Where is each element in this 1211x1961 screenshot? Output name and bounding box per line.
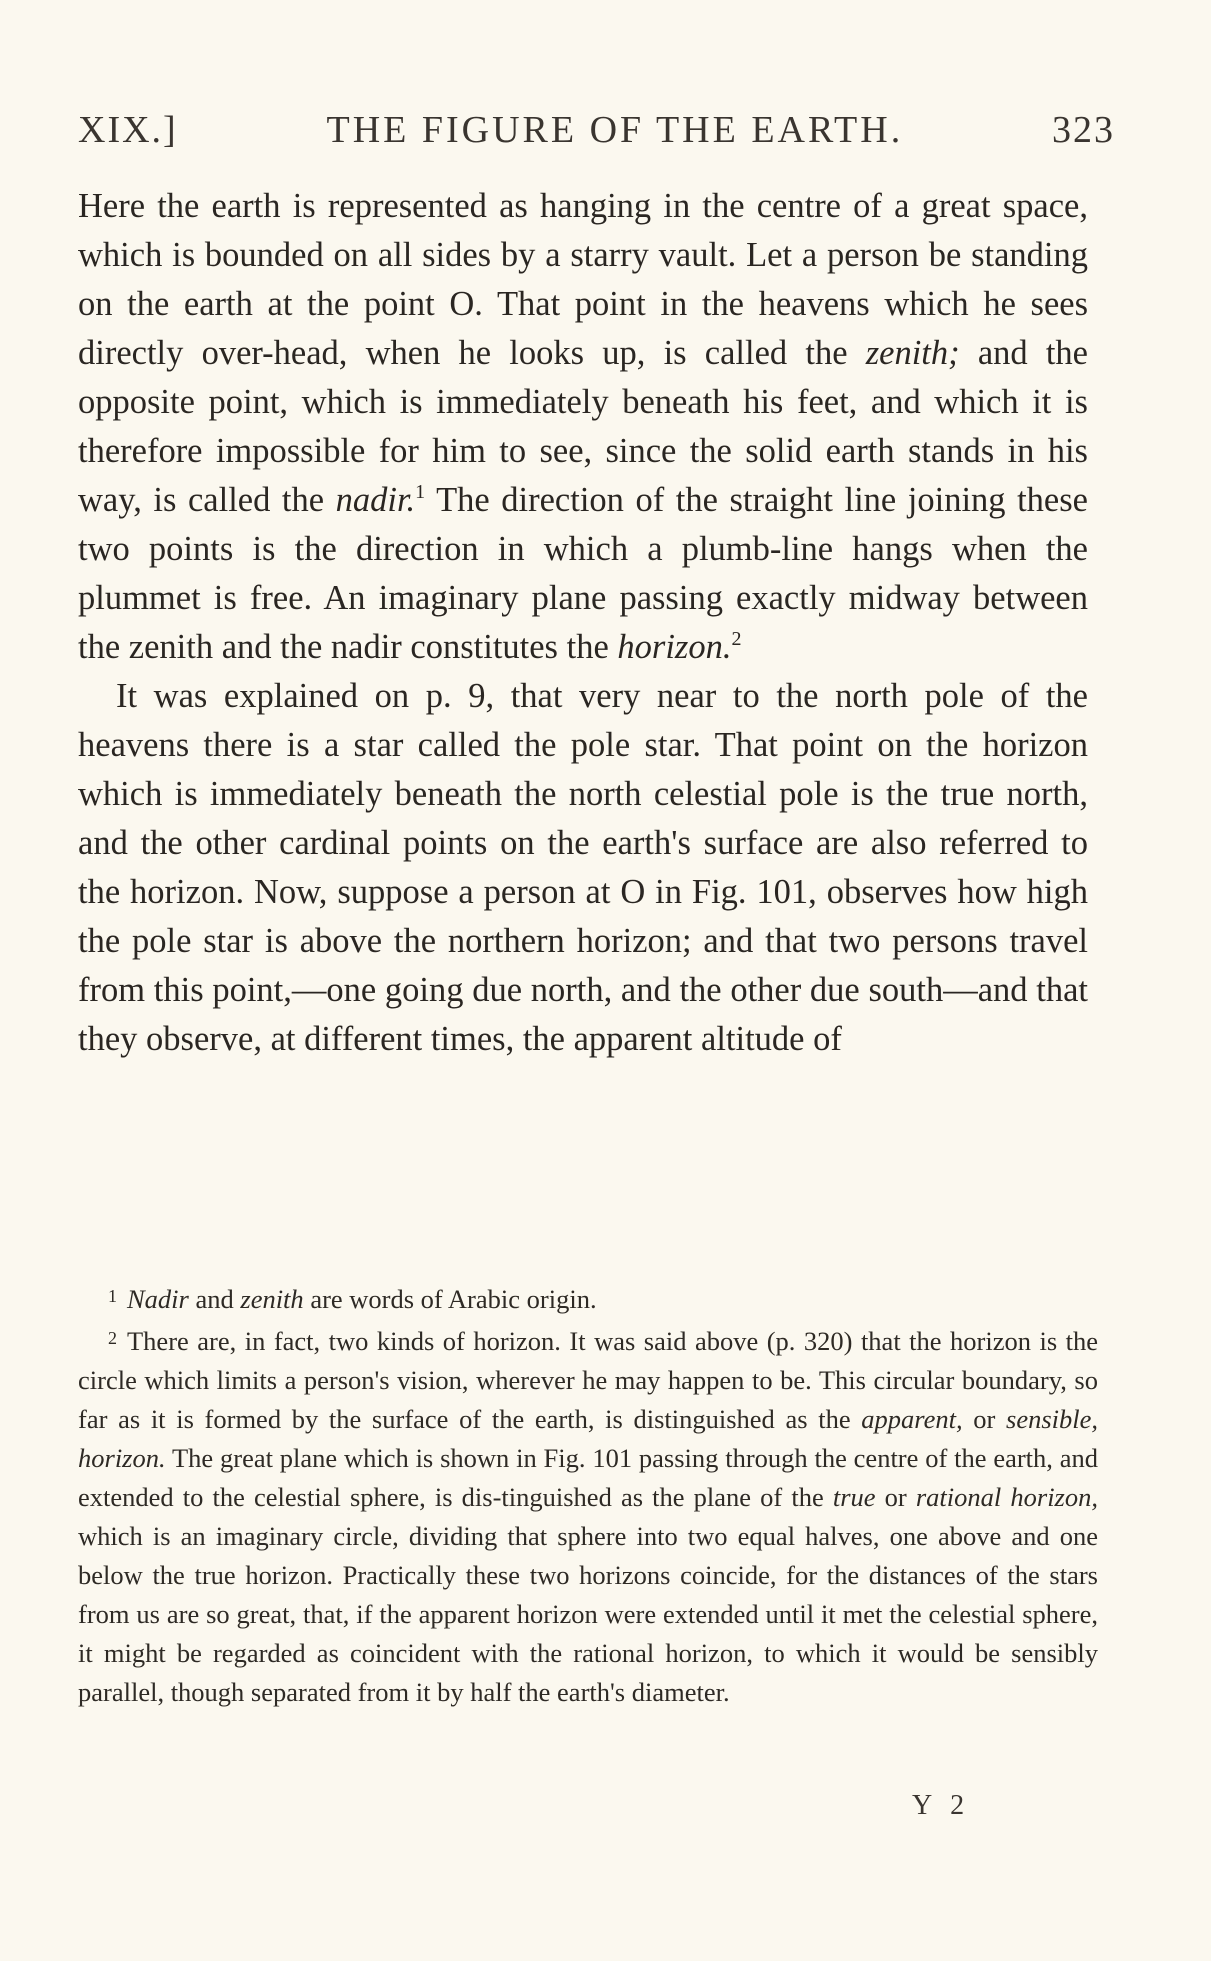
p1-text-b: and the opposite point, which is immediately beneath his feet, and which it is therefore impossible for him to see, since the solid earth stands in his way, is called the [78,334,1088,519]
footnote-ref-2: 2 [731,628,742,650]
fn2-term-rational: rational horizon, [915,1482,1098,1512]
p1-text-a: Here the earth is represented as hanging in the centre of a great space, which is bounded on all sides by a starry vault. Let a person be standing on the earth at the point O. That point in the heavens which he sees directly over-head, when he looks up, is called the [78,187,1088,372]
paragraph-1 [78,182,1088,672]
fn1-and: and [188,1284,241,1314]
fn2-or-1: or [962,1404,1006,1434]
page-number: 323 [1052,109,1115,151]
page-title: THE FIGURE OF THE EARTH. [326,109,904,151]
fn2-text-b: The great plane which is shown in Fig. 101 passing through the centre of the earth, and extended to the celestial sphere, is dis-tinguished as the plane of the [78,1443,1098,1512]
running-head [78,108,1115,158]
footnote-2 [78,1319,1098,1712]
fn2-text-c: which is an imaginary circle, dividing that sphere into two equal halves, one above and one below the true horizon. Practically these two horizons coincide, for the distances of the stars from us are so great, that, if the apparent horizon were extended until it met the celestial sphere, it might be regarded as coincident with the rational horizon, to which it would be sensibly parallel, though separated from it by half the earth's diameter. [78,1521,1098,1707]
fn2-text-a: There are, in fact, two kinds of horizon. It was said above (p. 320) that the horizon is the circle which limits a person's vision, wherever he may happen to be. This circular boundary, so far as it is formed by the surface of the earth, is distinguished as the [78,1326,1098,1434]
chapter-number: XIX.] [78,109,178,151]
signature-mark: Y 2 [912,1790,971,1821]
body-text [78,182,1088,1064]
footnote-1-mark: 1 [108,1286,117,1306]
fn1-term-zenith: zenith [240,1284,304,1314]
fn1-rest: are words of Arabic origin. [303,1284,597,1314]
p1-text-c: The direction of the straight line joining these two points is the direction in which a plumb-line hangs when the plummet is free. An imaginary plane passing exactly midway between the zenith and the nadir constitutes the [78,481,1088,666]
footnote-2-mark: 2 [108,1328,117,1348]
fn2-term-apparent: apparent, [861,1404,963,1434]
fn2-or-2: or [875,1482,916,1512]
footnote-1 [78,1277,1098,1319]
footnote-ref-1: 1 [415,481,426,503]
fn1-term-nadir: Nadir [127,1284,189,1314]
term-nadir: nadir. [335,481,416,519]
paragraph-2: It was explained on p. 9, that very near to the north pole of the heavens there is a star called the pole star. That point on the horizon which is immediately beneath the north celestial pole is the true north, and the other cardinal points on the earth's surface are also referred to the horizon. Now, suppose a person at O in Fig. 101, observes how high the pole star is above the northern horizon; and that two persons travel from this point,—one going due north, and the other due south—and that they observe, at different times, the apparent altitude of [78,677,1088,1058]
term-horizon: horizon. [617,628,732,666]
fn2-term-true: true [832,1482,876,1512]
fn2-term-sensible: sensible, horizon. [78,1404,1098,1473]
term-zenith: zenith; [865,334,960,372]
footnotes [78,1277,1098,1712]
